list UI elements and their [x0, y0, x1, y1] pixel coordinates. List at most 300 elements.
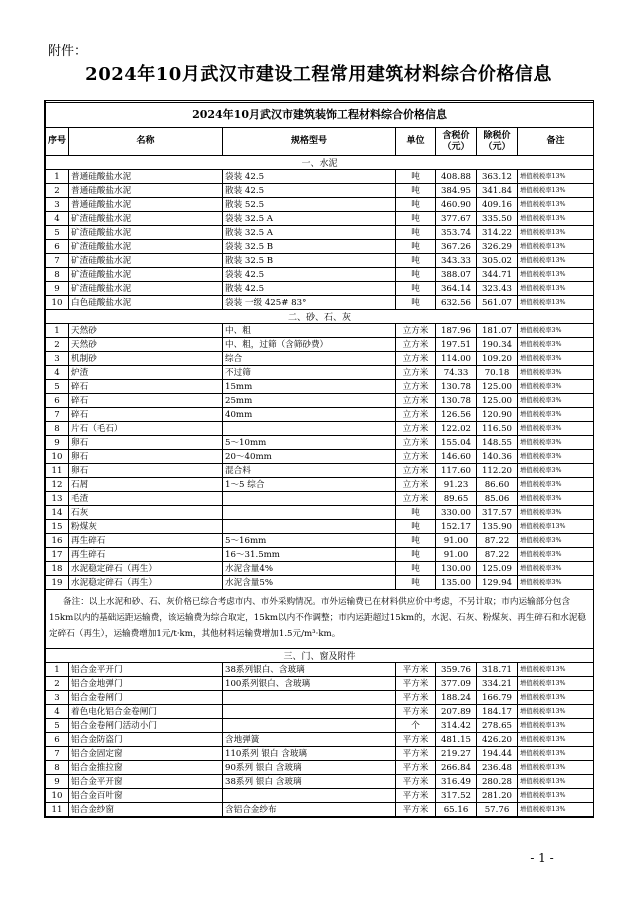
row-index-cell: 2: [46, 184, 69, 198]
price-without-tax-cell: 426.20: [477, 733, 518, 747]
remark-cell: 增值税税率3%: [518, 492, 594, 506]
unit-cell: 立方米: [396, 352, 436, 366]
price-without-tax-cell: 561.07: [477, 296, 518, 310]
price-without-tax-cell: 181.07: [477, 324, 518, 338]
row-index-cell: 11: [46, 803, 69, 817]
price-with-tax-cell: 187.96: [436, 324, 477, 338]
price-with-tax-cell: 377.09: [436, 677, 477, 691]
unit-cell: 平方米: [396, 691, 436, 705]
spec-model-cell: 5～16mm: [223, 534, 396, 548]
unit-cell: 吨: [396, 226, 436, 240]
spec-model-cell: [223, 422, 396, 436]
price-without-tax-cell: 125.09: [477, 562, 518, 576]
material-name-cell: 矿渣硅酸盐水泥: [69, 268, 223, 282]
header-price-notax-line2: （元）: [483, 141, 511, 152]
row-index-cell: 12: [46, 478, 69, 492]
table-row: [46, 562, 594, 576]
remark-cell: 增值税税率13%: [518, 296, 594, 310]
material-name-cell: 矿渣硅酸盐水泥: [69, 282, 223, 296]
material-name-cell: 卵石: [69, 436, 223, 450]
row-index-cell: 11: [46, 464, 69, 478]
price-without-tax-cell: 85.06: [477, 492, 518, 506]
remark-cell: 增值税税率13%: [518, 747, 594, 761]
price-without-tax-cell: 112.20: [477, 464, 518, 478]
material-name-cell: 粉煤灰: [69, 520, 223, 534]
row-index-cell: 5: [46, 226, 69, 240]
table-row: [46, 478, 594, 492]
price-without-tax-cell: 323.43: [477, 282, 518, 296]
price-with-tax-cell: 343.33: [436, 254, 477, 268]
remark-cell: 增值税税率13%: [518, 803, 594, 817]
unit-cell: 平方米: [396, 789, 436, 803]
row-index-cell: 3: [46, 352, 69, 366]
unit-cell: 吨: [396, 562, 436, 576]
spec-model-cell: 中、粗: [223, 324, 396, 338]
row-index-cell: 5: [46, 380, 69, 394]
spec-model-cell: 混合料: [223, 464, 396, 478]
price-with-tax-cell: 460.90: [436, 198, 477, 212]
spec-model-cell: 水泥含量5%: [223, 576, 396, 590]
price-without-tax-cell: 57.76: [477, 803, 518, 817]
material-name-cell: 天然砂: [69, 338, 223, 352]
price-with-tax-cell: 408.88: [436, 170, 477, 184]
remark-cell: 增值税税率13%: [518, 240, 594, 254]
remark-cell: 增值税税率3%: [518, 352, 594, 366]
remark-cell: 增值税税率3%: [518, 562, 594, 576]
remark-cell: 增值税税率13%: [518, 254, 594, 268]
table-row: [46, 366, 594, 380]
material-name-cell: 碎石: [69, 408, 223, 422]
section-header-row: [46, 156, 594, 170]
material-name-cell: 水泥稳定碎石（再生）: [69, 576, 223, 590]
spec-model-cell: [223, 705, 396, 719]
spec-model-cell: 袋装 32.5 A: [223, 212, 396, 226]
row-index-cell: 13: [46, 492, 69, 506]
remark-cell: 增值税税率3%: [518, 436, 594, 450]
price-with-tax-cell: 155.04: [436, 436, 477, 450]
spec-model-cell: 含铝合金纱布: [223, 803, 396, 817]
price-without-tax-cell: 194.44: [477, 747, 518, 761]
price-without-tax-cell: 334.21: [477, 677, 518, 691]
header-price-tax-line2: （元）: [442, 141, 470, 152]
table-row: [46, 282, 594, 296]
price-without-tax-cell: 120.90: [477, 408, 518, 422]
unit-cell: 吨: [396, 548, 436, 562]
row-index-cell: 7: [46, 254, 69, 268]
price-with-tax-cell: 146.60: [436, 450, 477, 464]
remark-cell: 增值税税率3%: [518, 534, 594, 548]
material-name-cell: 炉渣: [69, 366, 223, 380]
material-name-cell: 铝合金平开门: [69, 663, 223, 677]
unit-cell: 吨: [396, 296, 436, 310]
remark-cell: 增值税税率13%: [518, 733, 594, 747]
row-index-cell: 9: [46, 436, 69, 450]
remark-cell: 增值税税率3%: [518, 338, 594, 352]
price-with-tax-cell: 188.24: [436, 691, 477, 705]
spec-model-cell: 含地弹簧: [223, 733, 396, 747]
unit-cell: 吨: [396, 534, 436, 548]
material-name-cell: 铝合金纱窗: [69, 803, 223, 817]
page-number-text: - 1 -: [530, 851, 554, 865]
material-name-cell: 水泥稳定碎石（再生）: [69, 562, 223, 576]
price-table: [45, 101, 594, 817]
table-row: [46, 464, 594, 478]
material-name-cell: 再生碎石: [69, 534, 223, 548]
price-without-tax-cell: 344.71: [477, 268, 518, 282]
table-row: [46, 691, 594, 705]
row-index-cell: 19: [46, 576, 69, 590]
row-index-cell: 16: [46, 534, 69, 548]
spec-model-cell: 100系列银白、含玻璃: [223, 677, 396, 691]
price-with-tax-cell: 91.00: [436, 534, 477, 548]
remark-cell: 增值税税率3%: [518, 380, 594, 394]
material-name-cell: 铝合金推拉窗: [69, 761, 223, 775]
price-with-tax-cell: 481.15: [436, 733, 477, 747]
spec-model-cell: 1～5 综合: [223, 478, 396, 492]
price-with-tax-cell: 117.60: [436, 464, 477, 478]
unit-cell: 吨: [396, 170, 436, 184]
spec-model-cell: 袋装 32.5 B: [223, 240, 396, 254]
row-index-cell: 10: [46, 296, 69, 310]
header-spec: 规格型号: [223, 128, 396, 156]
unit-cell: 吨: [396, 254, 436, 268]
remark-cell: 增值税税率13%: [518, 184, 594, 198]
page-number: [0, 851, 637, 865]
material-name-cell: 石灰: [69, 506, 223, 520]
unit-cell: 平方米: [396, 705, 436, 719]
row-index-cell: 4: [46, 366, 69, 380]
remark-cell: 增值税税率3%: [518, 324, 594, 338]
material-name-cell: 天然砂: [69, 324, 223, 338]
header-name: 名称: [69, 128, 223, 156]
row-index-cell: 15: [46, 520, 69, 534]
section-title: 一、水泥: [46, 156, 594, 170]
price-without-tax-cell: 314.22: [477, 226, 518, 240]
unit-cell: 立方米: [396, 436, 436, 450]
remark-cell: 增值税税率13%: [518, 705, 594, 719]
spec-model-cell: 40mm: [223, 408, 396, 422]
material-name-cell: 铝合金固定窗: [69, 747, 223, 761]
price-without-tax-cell: 109.20: [477, 352, 518, 366]
spec-model-cell: 水泥含量4%: [223, 562, 396, 576]
unit-cell: 平方米: [396, 803, 436, 817]
spec-model-cell: 袋装 42.5: [223, 268, 396, 282]
material-name-cell: 铝合金百叶窗: [69, 789, 223, 803]
section-title: 二、砂、石、灰: [46, 310, 594, 324]
remark-cell: 增值税税率13%: [518, 198, 594, 212]
material-name-cell: 片石（毛石）: [69, 422, 223, 436]
row-index-cell: 3: [46, 198, 69, 212]
price-with-tax-cell: 91.23: [436, 478, 477, 492]
price-with-tax-cell: 74.33: [436, 366, 477, 380]
header-price-notax: [477, 128, 518, 156]
table-row: [46, 733, 594, 747]
price-without-tax-cell: 278.65: [477, 719, 518, 733]
price-without-tax-cell: 148.55: [477, 436, 518, 450]
material-name-cell: 铝合金卷闸门活动小门: [69, 719, 223, 733]
remark-cell: 增值税税率13%: [518, 170, 594, 184]
price-with-tax-cell: 317.52: [436, 789, 477, 803]
table-row: [46, 677, 594, 691]
table-row: [46, 534, 594, 548]
material-name-cell: 矿渣硅酸盐水泥: [69, 240, 223, 254]
price-with-tax-cell: 114.00: [436, 352, 477, 366]
price-with-tax-cell: 330.00: [436, 506, 477, 520]
price-with-tax-cell: 89.65: [436, 492, 477, 506]
table-row: [46, 338, 594, 352]
row-index-cell: 6: [46, 733, 69, 747]
table-row: [46, 789, 594, 803]
row-index-cell: 1: [46, 170, 69, 184]
spec-model-cell: 38系列银白、含玻璃: [223, 663, 396, 677]
spec-model-cell: 中、粗，过筛（含筛砂费）: [223, 338, 396, 352]
unit-cell: 立方米: [396, 450, 436, 464]
unit-cell: 平方米: [396, 775, 436, 789]
spec-model-cell: 袋装 一级 425# 83°: [223, 296, 396, 310]
table-row: [46, 324, 594, 338]
remark-cell: 增值税税率3%: [518, 408, 594, 422]
material-name-cell: 普通硅酸盐水泥: [69, 198, 223, 212]
table-row: [46, 184, 594, 198]
spec-model-cell: [223, 719, 396, 733]
row-index-cell: 6: [46, 394, 69, 408]
unit-cell: 立方米: [396, 324, 436, 338]
table-row: [46, 506, 594, 520]
remark-cell: 增值税税率3%: [518, 366, 594, 380]
unit-cell: 立方米: [396, 394, 436, 408]
price-with-tax-cell: 122.02: [436, 422, 477, 436]
row-index-cell: 10: [46, 450, 69, 464]
price-with-tax-cell: 130.78: [436, 380, 477, 394]
table-row: [46, 576, 594, 590]
unit-cell: 吨: [396, 520, 436, 534]
table-row: [46, 198, 594, 212]
remark-cell: 增值税税率13%: [518, 520, 594, 534]
table-row: [46, 520, 594, 534]
row-index-cell: 7: [46, 747, 69, 761]
material-name-cell: 普通硅酸盐水泥: [69, 170, 223, 184]
material-name-cell: 毛渣: [69, 492, 223, 506]
material-name-cell: 铝合金地弹门: [69, 677, 223, 691]
spec-model-cell: 90系列 银白 含玻璃: [223, 761, 396, 775]
remark-cell: 增值税税率3%: [518, 422, 594, 436]
unit-cell: 立方米: [396, 464, 436, 478]
remark-cell: 增值税税率3%: [518, 394, 594, 408]
remark-cell: 增值税税率13%: [518, 691, 594, 705]
spec-model-cell: 16～31.5mm: [223, 548, 396, 562]
row-index-cell: 1: [46, 324, 69, 338]
row-index-cell: 18: [46, 562, 69, 576]
price-without-tax-cell: 140.36: [477, 450, 518, 464]
material-name-cell: 碎石: [69, 380, 223, 394]
note-row: [46, 590, 594, 649]
price-without-tax-cell: 335.50: [477, 212, 518, 226]
row-index-cell: 9: [46, 282, 69, 296]
price-with-tax-cell: 135.00: [436, 576, 477, 590]
material-name-cell: 铝合金平开窗: [69, 775, 223, 789]
material-name-cell: 铝合金卷闸门: [69, 691, 223, 705]
row-index-cell: 10: [46, 789, 69, 803]
price-without-tax-cell: 305.02: [477, 254, 518, 268]
row-index-cell: 4: [46, 705, 69, 719]
table-title: 2024年10月武汉市建筑装饰工程材料综合价格信息: [46, 101, 594, 128]
spec-model-cell: [223, 789, 396, 803]
table-row: [46, 254, 594, 268]
remark-cell: 增值税税率13%: [518, 775, 594, 789]
material-name-cell: 白色硅酸盐水泥: [69, 296, 223, 310]
price-without-tax-cell: 87.22: [477, 548, 518, 562]
price-with-tax-cell: 359.76: [436, 663, 477, 677]
header-idx: 序号: [46, 128, 69, 156]
price-without-tax-cell: 317.57: [477, 506, 518, 520]
remark-cell: 增值税税率3%: [518, 464, 594, 478]
price-with-tax-cell: 266.84: [436, 761, 477, 775]
unit-cell: 平方米: [396, 663, 436, 677]
price-with-tax-cell: 353.74: [436, 226, 477, 240]
price-with-tax-cell: 207.89: [436, 705, 477, 719]
unit-cell: 平方米: [396, 733, 436, 747]
price-without-tax-cell: 70.18: [477, 366, 518, 380]
row-index-cell: 5: [46, 719, 69, 733]
row-index-cell: 8: [46, 268, 69, 282]
table-row: [46, 268, 594, 282]
transport-note: 备注：以上水泥和砂、石、灰价格已综合考虑市内、市外采购情况。市外运输费已在材料供应价中考虑，不另计取；市内运输部分包含15km以内的基础运距运输费，该运输费为综合取定，15km以内不作调整；市内运距超过15km的，水泥、石灰、粉煤灰、再生碎石和水泥稳定碎石（再生），运输费增加1元/t·km，其他材料运输费增加1.5元/m³·km。: [46, 590, 594, 649]
remark-cell: 增值税税率13%: [518, 789, 594, 803]
unit-cell: 吨: [396, 184, 436, 198]
price-with-tax-cell: 152.17: [436, 520, 477, 534]
row-index-cell: 9: [46, 775, 69, 789]
header-note: 备注: [518, 128, 594, 156]
price-with-tax-cell: 367.26: [436, 240, 477, 254]
price-without-tax-cell: 318.71: [477, 663, 518, 677]
table-row: [46, 492, 594, 506]
price-without-tax-cell: 281.20: [477, 789, 518, 803]
unit-cell: 立方米: [396, 422, 436, 436]
table-row: [46, 212, 594, 226]
spec-model-cell: [223, 520, 396, 534]
spec-model-cell: 散装 32.5 A: [223, 226, 396, 240]
price-with-tax-cell: 219.27: [436, 747, 477, 761]
price-with-tax-cell: 384.95: [436, 184, 477, 198]
table-row: [46, 240, 594, 254]
price-without-tax-cell: 280.28: [477, 775, 518, 789]
row-index-cell: 2: [46, 677, 69, 691]
price-without-tax-cell: 86.60: [477, 478, 518, 492]
unit-cell: 吨: [396, 240, 436, 254]
price-without-tax-cell: 363.12: [477, 170, 518, 184]
table-row: [46, 394, 594, 408]
header-price-tax: [436, 128, 477, 156]
price-with-tax-cell: 314.42: [436, 719, 477, 733]
price-without-tax-cell: 409.16: [477, 198, 518, 212]
unit-cell: 立方米: [396, 338, 436, 352]
row-index-cell: 3: [46, 691, 69, 705]
row-index-cell: 14: [46, 506, 69, 520]
table-row: [46, 548, 594, 562]
price-with-tax-cell: 377.67: [436, 212, 477, 226]
section-header-row: [46, 649, 594, 663]
price-without-tax-cell: 135.90: [477, 520, 518, 534]
price-with-tax-cell: 91.00: [436, 548, 477, 562]
price-without-tax-cell: 116.50: [477, 422, 518, 436]
table-row: [46, 352, 594, 366]
remark-cell: 增值税税率13%: [518, 226, 594, 240]
row-index-cell: 4: [46, 212, 69, 226]
attachment-label: 附件：: [48, 44, 88, 59]
table-row: [46, 719, 594, 733]
row-index-cell: 1: [46, 663, 69, 677]
spec-model-cell: [223, 492, 396, 506]
material-name-cell: 机制砂: [69, 352, 223, 366]
table-row: [46, 436, 594, 450]
spec-model-cell: 散装 42.5: [223, 282, 396, 296]
table-row: [46, 170, 594, 184]
spec-model-cell: 散装 52.5: [223, 198, 396, 212]
price-with-tax-cell: 130.00: [436, 562, 477, 576]
spec-model-cell: [223, 506, 396, 520]
table-row: [46, 296, 594, 310]
material-name-cell: 卵石: [69, 450, 223, 464]
spec-model-cell: 20～40mm: [223, 450, 396, 464]
material-name-cell: 矿渣硅酸盐水泥: [69, 254, 223, 268]
remark-cell: 增值税税率13%: [518, 761, 594, 775]
material-name-cell: 碎石: [69, 394, 223, 408]
material-name-cell: 石屑: [69, 478, 223, 492]
unit-cell: 吨: [396, 268, 436, 282]
price-table-frame: [44, 100, 594, 818]
spec-model-cell: 25mm: [223, 394, 396, 408]
table-row: [46, 408, 594, 422]
header-unit: 单位: [396, 128, 436, 156]
unit-cell: 平方米: [396, 677, 436, 691]
price-without-tax-cell: 236.48: [477, 761, 518, 775]
unit-cell: 立方米: [396, 478, 436, 492]
row-index-cell: 17: [46, 548, 69, 562]
remark-cell: 增值税税率3%: [518, 506, 594, 520]
price-with-tax-cell: 126.56: [436, 408, 477, 422]
remark-cell: 增值税税率3%: [518, 478, 594, 492]
material-name-cell: 矿渣硅酸盐水泥: [69, 212, 223, 226]
table-row: [46, 226, 594, 240]
row-index-cell: 8: [46, 761, 69, 775]
unit-cell: 立方米: [396, 492, 436, 506]
remark-cell: 增值税税率3%: [518, 576, 594, 590]
price-without-tax-cell: 166.79: [477, 691, 518, 705]
table-row: [46, 380, 594, 394]
unit-cell: 立方米: [396, 380, 436, 394]
table-row: [46, 803, 594, 817]
remark-cell: 增值税税率3%: [518, 450, 594, 464]
unit-cell: 吨: [396, 212, 436, 226]
unit-cell: 立方米: [396, 366, 436, 380]
spec-model-cell: 15mm: [223, 380, 396, 394]
unit-cell: 立方米: [396, 408, 436, 422]
price-without-tax-cell: 184.17: [477, 705, 518, 719]
section-title: 三、门、窗及附件: [46, 649, 594, 663]
price-with-tax-cell: 316.49: [436, 775, 477, 789]
remark-cell: 增值税税率13%: [518, 663, 594, 677]
remark-cell: 增值税税率13%: [518, 212, 594, 226]
material-name-cell: 矿渣硅酸盐水泥: [69, 226, 223, 240]
table-row: [46, 761, 594, 775]
price-without-tax-cell: 87.22: [477, 534, 518, 548]
unit-cell: 吨: [396, 506, 436, 520]
row-index-cell: 2: [46, 338, 69, 352]
table-row: [46, 747, 594, 761]
spec-model-cell: [223, 691, 396, 705]
remark-cell: 增值税税率3%: [518, 548, 594, 562]
price-without-tax-cell: 125.00: [477, 380, 518, 394]
